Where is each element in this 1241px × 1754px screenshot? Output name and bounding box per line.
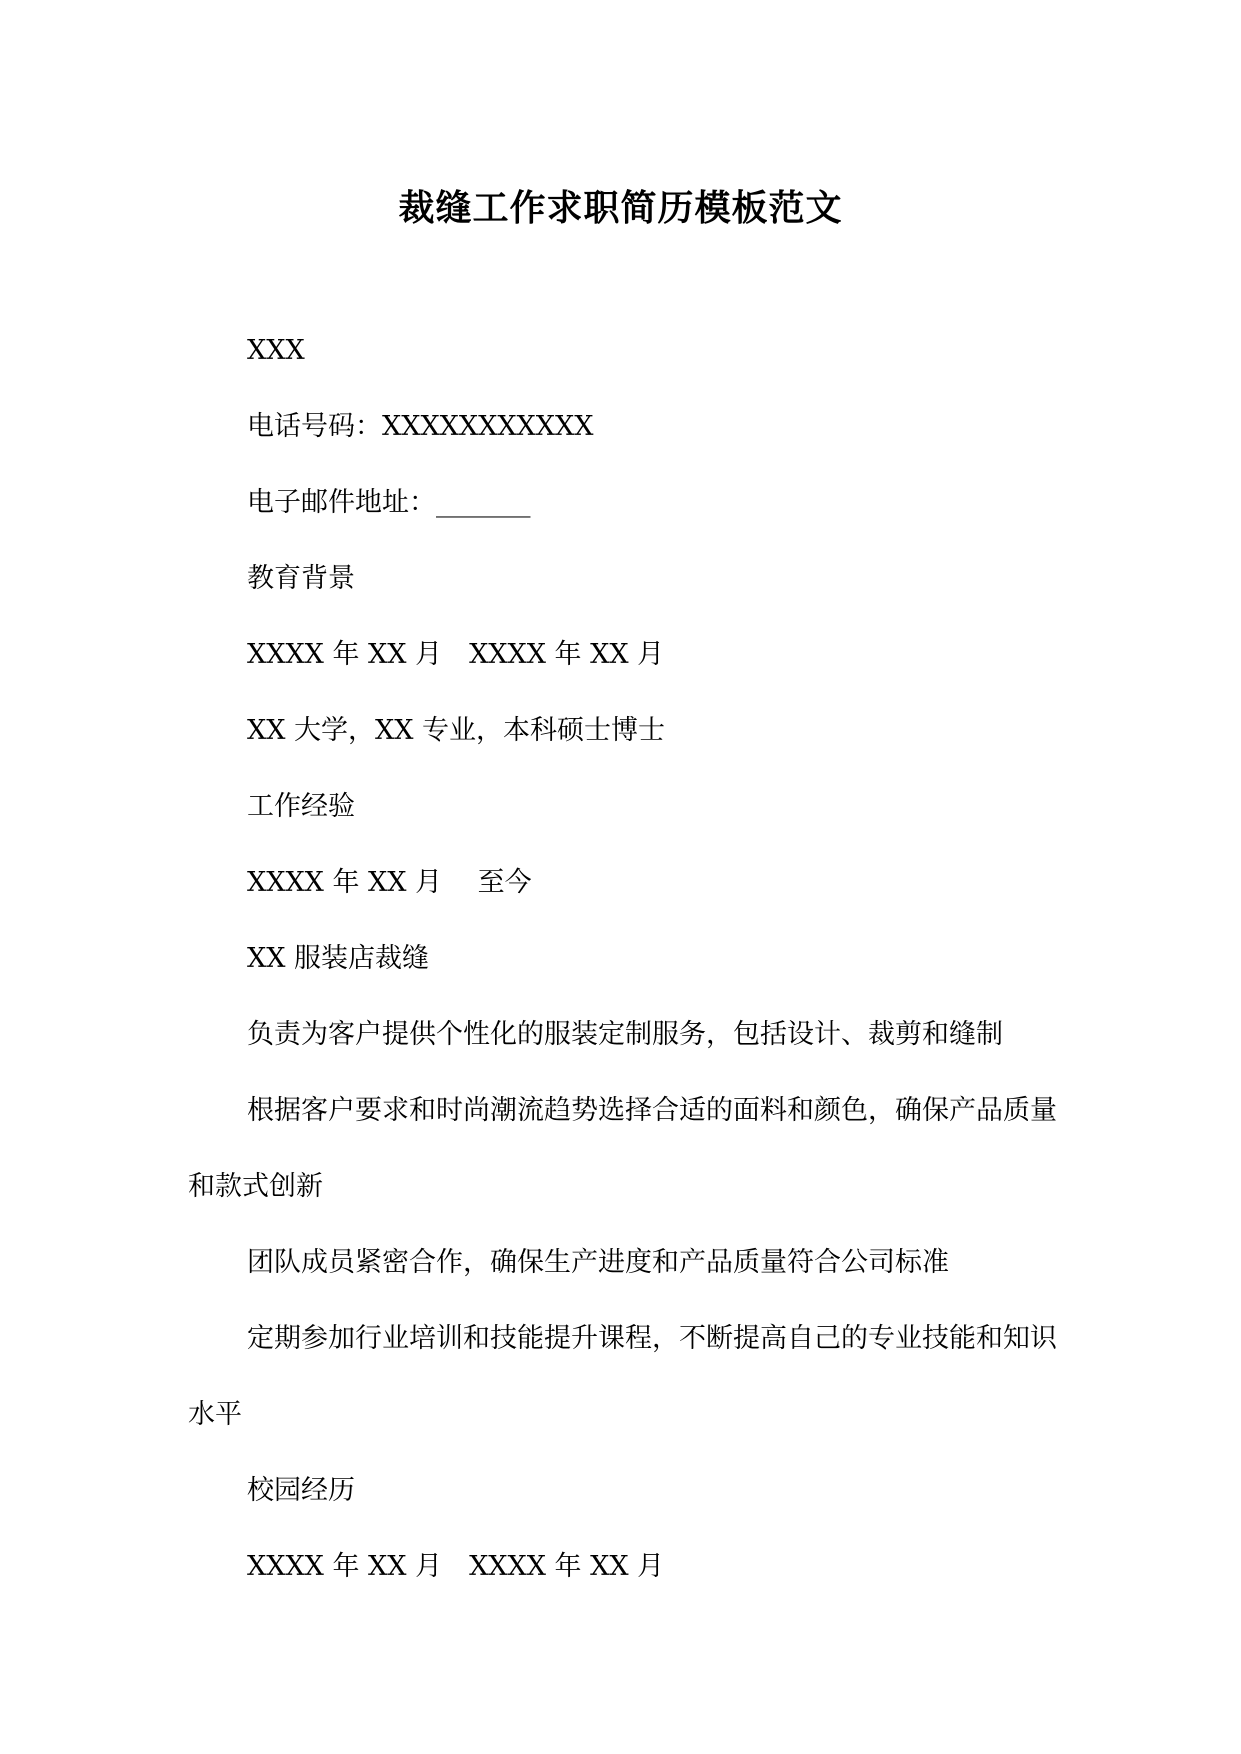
campus-dates: XXXX 年 XX 月 XXXX 年 XX 月 (247, 1551, 665, 1582)
education-detail: XX 大学，XX 专业，本科硕士博士 (247, 715, 666, 746)
work-duty-2: 根据客户要求和时尚潮流趋势选择合适的面料和颜色，确保产品质量和款式创新 (188, 1095, 1057, 1202)
section-heading-work: 工作经验 (247, 791, 355, 822)
work-duty-1: 负责为客户提供个性化的服装定制服务，包括设计、裁剪和缝制 (247, 1019, 1003, 1050)
education-dates: XXXX 年 XX 月 XXXX 年 XX 月 (247, 639, 665, 670)
work-duty-4: 定期参加行业培训和技能提升课程，不断提高自己的专业技能和知识水平 (188, 1323, 1057, 1430)
document-title: 裁缝工作求职简历模板范文 (398, 187, 843, 229)
phone-line: 电话号码：XXXXXXXXXXX (247, 411, 594, 442)
work-position: XX 服装店裁缝 (247, 943, 430, 974)
applicant-name: XXX (247, 335, 305, 366)
document-body (188, 313, 1058, 1605)
email-line: 电子邮件地址：_______ (247, 487, 531, 518)
section-heading-campus: 校园经历 (247, 1475, 355, 1506)
section-heading-education: 教育背景 (247, 563, 355, 594)
work-dates: XXXX 年 XX 月 至今 (247, 867, 532, 898)
work-duty-3: 团队成员紧密合作，确保生产进度和产品质量符合公司标准 (247, 1247, 949, 1278)
